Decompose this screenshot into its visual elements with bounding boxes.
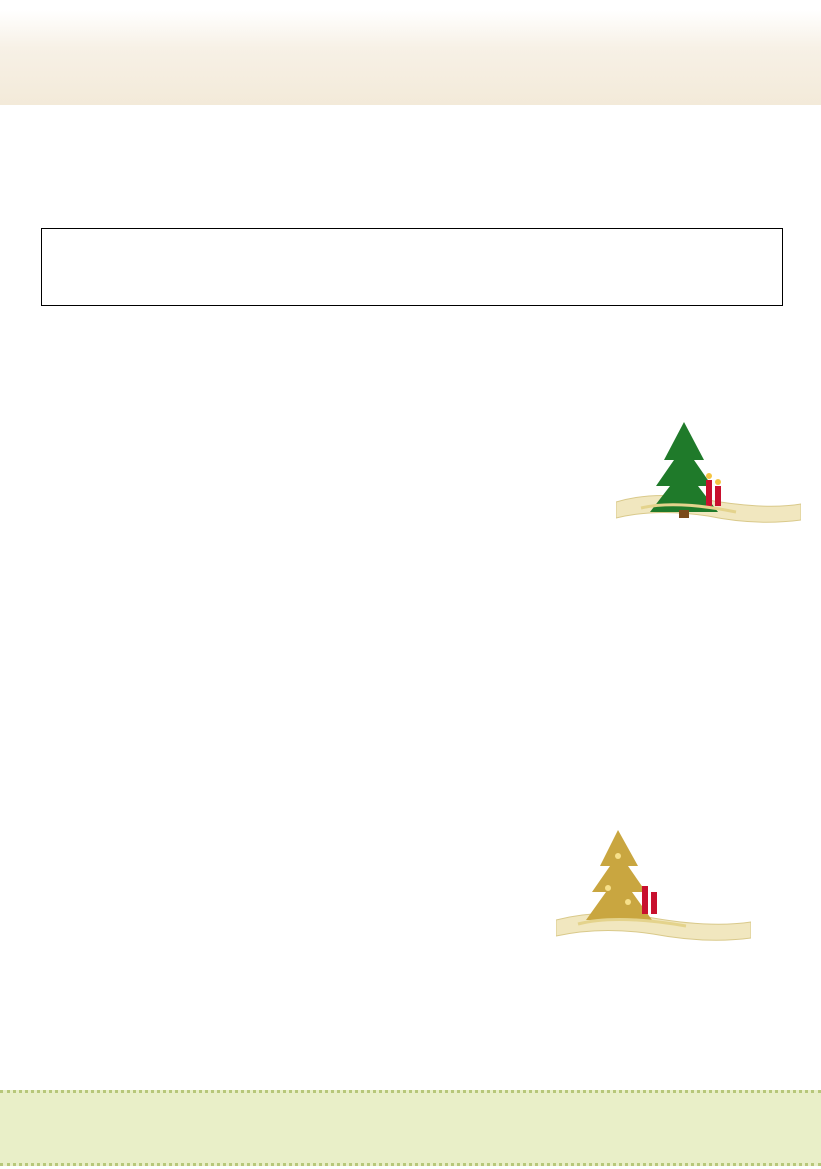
christmas-tree-icon: [556, 828, 751, 948]
bottom-gift-border: [0, 1090, 821, 1166]
top-santa-border: [0, 10, 821, 105]
christmas-tree-icon: [616, 420, 801, 530]
word-box: [41, 228, 783, 306]
